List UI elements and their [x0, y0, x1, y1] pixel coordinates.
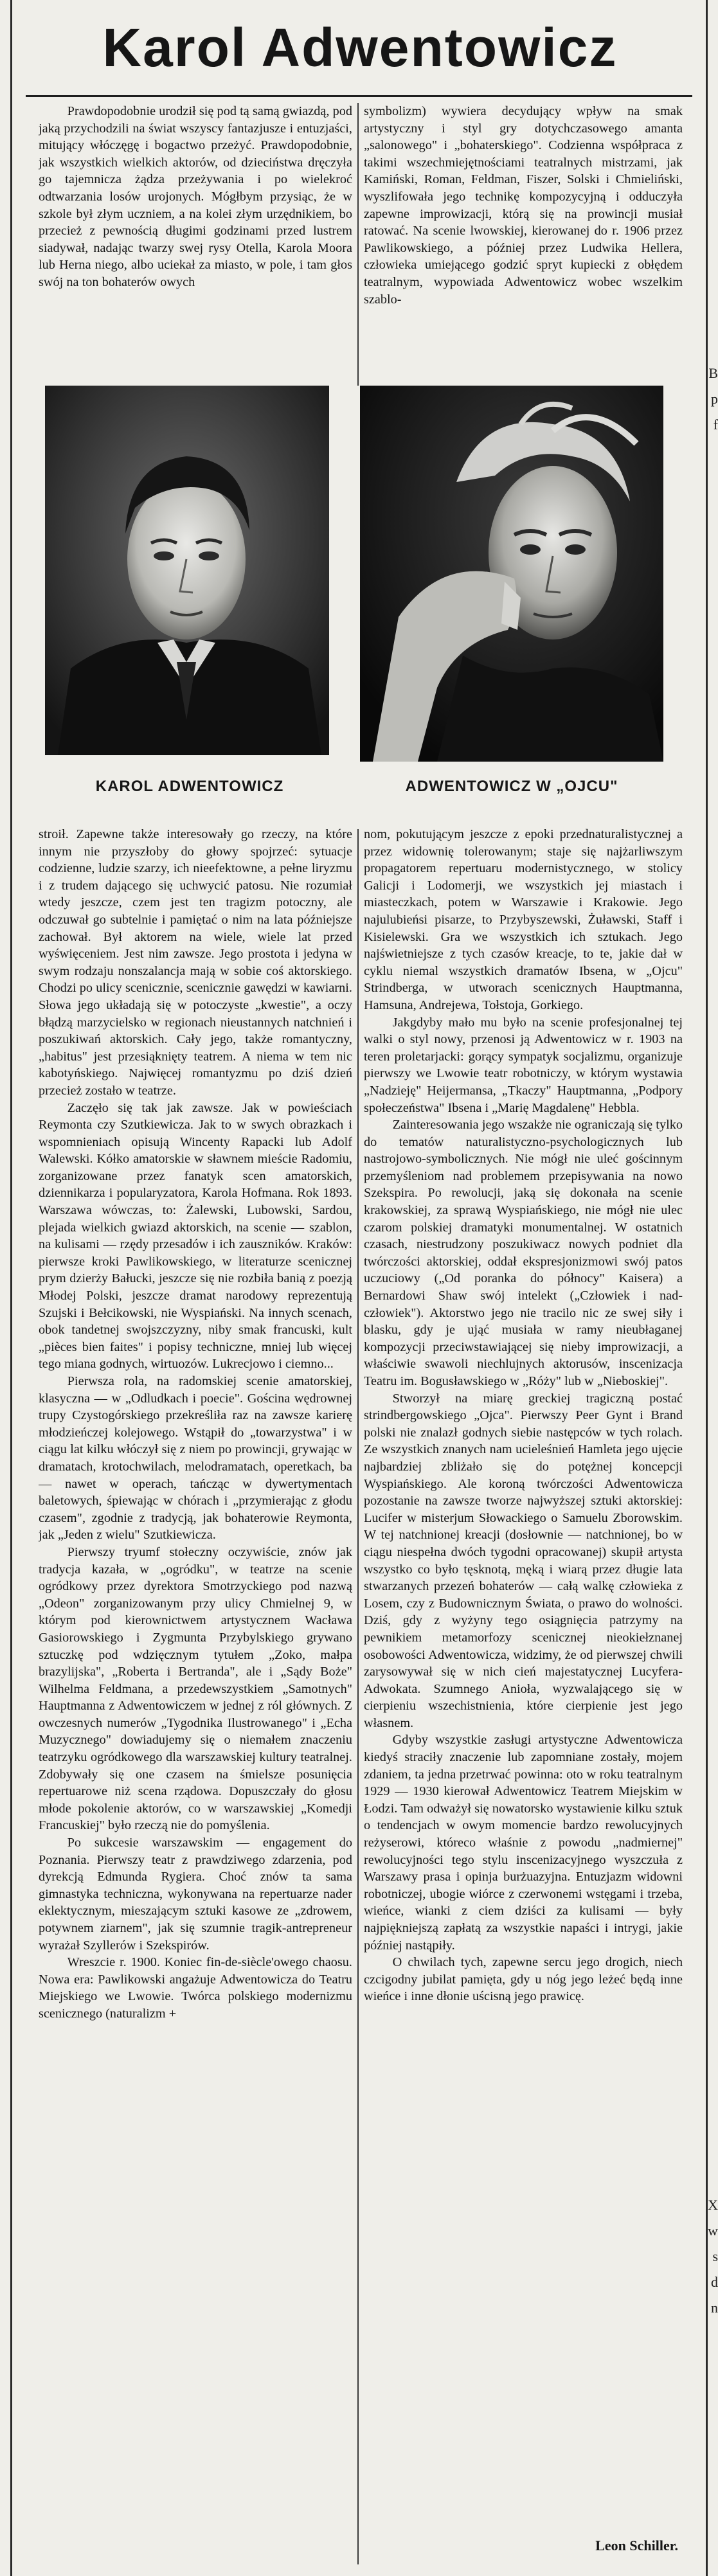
paragraph: Po sukcesie warszawskim — engagement do Poznania. Pierwszy teatr z prawdziwego zdarzenia, pod dyrekcją Edmunda Rygiera. Choć znów ta sama gimnastyka techniczna, wykonywana na repertuarze nader eklektycznym, mieszającym sztuki kasowe ze „zdrowem, potywnem ziarnem", jak się szumnie tragik-antrepreneur wyrażał Szyllerów i Szekspirów. — [39, 1836, 352, 1953]
margin-glyph: X — [708, 2197, 718, 2213]
article-headline: Karol Adwentowicz — [102, 17, 618, 78]
margin-glyph: w — [708, 2223, 718, 2239]
paragraph: Gdyby wszystkie zasługi artystyczne Adwentowicza kiedyś straciły znaczenie lub zapomniane zostały, mojem zdaniem, ta jedna przetrwać powinna: oto w roku teatralnym 1929 — 1930 kierował Adwentowicz Teatrem Miejskim w Łodzi. Tam odważył się nowatorsko wystawienie kilku sztuk o tendencjach w owym momencie bardzo rewolucyjnych reżyserowi, któreco właśnie z powodu „nadmiernej" rewolucyjności tego stylu inscenizacyjnego wyszczuła z Warszawy prasa i opinja burżuazyjna. Entuzjazm widowni robotniczej, ubogie wiórce z czerwonemi wstęgami i trzeba, wieńce, wianki z ciem dziści za kulisami — były najpiękniejszą zapłatą za wszystkie napaści i intrygi, jakie później nastąpiły. — [364, 1733, 683, 1953]
photo-adwentowicz-as-father — [360, 386, 663, 762]
top-column-right — [364, 103, 683, 386]
left-page-edge — [0, 0, 14, 2576]
margin-glyph: n — [711, 2300, 718, 2316]
top-column-left — [39, 103, 352, 386]
paragraph: Pierwsza rola, na radomskiej scenie amatorskiej, klasyczna — w „Odludkach i poecie". Gościna wędrownej trupy Czystogórskiego przekreśliła raz na zawsze karierę młodzieńczej kolejowego. Wstąpił do „towarzystwa" i w ciągu lat kilku włóczył się z niem po prowincji, grywając w dramatach, krotochwilach, melodramatach, operetkach, ba — nawet w operach, tańcząc w dywertymentach baletowych, śpiewając w chórach i „przymierając z głodu czasem", zgodnie z tradycją, jak bohaterowie Reymonta, jak „Jeden z wielu" Szutkiewicza. — [39, 1374, 352, 1543]
paragraph: stroił. Zapewne także interesowały go rzeczy, na które innym nie przyszłoby do głowy spojrzeć: sytuacje codzienne, ludzie szarzy, ich nieefektowne, a pełne liryzmu i z trudem dającego się uchwycić patosu. Nie rozumiał wtedy jeszcze, czem jest ten tragizm potoczny, ale odczuwał go subtelnie i pamiętać o nim na lata późniejsze zachował. Był aktorem na wiele, wiele lat przed wyświęceniem. Jest nim zawsze. Jego prostota i jedyna w swym rodzaju nonszalancja mają w sobie coś aktorskiego. Chodzi po ulicy scenicznie, scenicznie gawędzi w kawiarni. Słowa jego układają się w potoczyste „kwestie", a oczy błądzą marzycielsko w regionach nieustannych natchnień i poszukiwań aktorskich. Cały jego, także romantyczny, „habitus" jest przesiąknięty teatrem. A niema w tem nic kabotyńskiego. Najwięcej romantyzmu po dziś dzień przecież zostało w teatrze. — [39, 827, 352, 1098]
margin-glyph: s — [712, 2248, 718, 2264]
headline-rule — [26, 95, 692, 97]
caption-left: KAROL ADWENTOWICZ — [95, 778, 284, 795]
right-page-edge — [704, 0, 718, 2576]
margin-glyph: d — [711, 2274, 718, 2290]
paragraph: O chwilach tych, zapewne sercu jego drogich, niech czcigodny jubilat pamięta, gdy u nóg jego leżeć będą inne wieńce i inne dłonie uścisną jego prawicę. — [364, 1955, 683, 2004]
paragraph: nom, pokutującym jeszcze z epoki przednaturalistycznej a przez widownię tolerowanym; staje się najżarliwszym propagatorem repertuaru modernistycznego, w stolicy Galicji i Lodomerji, we wszystkich jej miastach i miasteczkach, potem w Warszawie i Krakowie. Jego najulubieńsi pisarze, to Przybyszewski, Żuławski, Staff i Kisielewski. Gra we wszystkich ich sztukach. Jego najświetniejsze z tych czasów kreacje, to te, jakie dał w cyklu niemal wszystkich dramatów Ibsena, w „Ojcu" Strindberga, w utworach scenicznych Hauptmanna, Hamsuna, Andrejewa, Tołstoja, Gorkiego. — [364, 827, 683, 1012]
paragraph: Pierwszy tryumf stołeczny oczywiście, znów jak tradycja kazała, w „ogródku", w teatrze na scenie ogródkowy przez dyrektora Smotrzyckiego pod nazwą „Odeon" zorganizowanym przy ulicy Chmielnej 9, w którym pod kierownictwem artystycznem Wacława Gasiorowskiego i Zygmunta Przybylskiego grywano sztuczkę pod wdzięcznym tytułem „Zoko, małpa brazylijska", „Roberta i Bertranda", ale i „Sądy Boże" Wilhelma Feldmana, a przedewszystkiem „Samotnych" Hauptmanna z Adwentowiczem w jednej z ról głównych. Z owczesnych numerów „Tygodnika Ilustrowanego" i „Echa Muzycznego" dowiadujemy się o niemałem znaczeniu teatrzyku ogródkowego dla warszawskiej kultury teatralnej. Zdobywały się one czasem na śmielsze posunięcia repertuarowe niż scena rządowa. Dopuszczały do głosu młode pokolenie aktorów, co w warszawskiej „Komedji Francuskiej" było rzeczą nie do pomyślenia. — [39, 1544, 352, 1833]
margin-glyph: f — [713, 416, 718, 433]
bottom-column-left — [39, 826, 352, 2573]
paragraph: Jakgdyby mało mu było na scenie profesjonalnej tej walki o styl nowy, przenosi ją Adwentowicz w r. 1903 na teren proletarjacki: gorący sympatyk socjalizmu, organizuje pierwszy we Lwowie teatr robotniczy, w którym wystawia „Nadzieję" Heijermansa, „Tkaczy" Hauptmanna, „Podpory społeczeństwa" Ibsena i „Marię Magdalenę" Hebbla. — [364, 1015, 683, 1115]
paragraph: Zainteresowania jego wszakże nie ograniczają się tylko do tematów naturalistyczno-psychologicznych lub nastrojowo-symbolicznych. Nie mógł nie uleć gościnnym przemyśleniom nad problemem przepisywania na nowo Szekspira. Po rewolucji, jaką się dokonała na scenie krakowskiej, za sprawą Wyspiańskiego, nie mógł nie ulec czarom polskiej dramatyki monumentalnej. W ostatnich czasach, niestrudzony poszukiwacz nowych podniet dla twórczości aktorskiej, oddał ekspresjonizmowi swój patos uczuciowy („Od poranka do północy" Kaisera) a Bernardowi Shaw swój intelekt („Człowiek i nad-człowiek"). Aktorstwo jego nie tracilo nic ze swej siły i blasku, gdy je ująć musiała w ramy nieubłaganej kompozycji przeciwstawiającej się nieby improwizacji, a właściwie swawoli niechlujnych aktorusów, inscenizacja Teatru im. Bogusławskiego w „Róży" lub w „Nieboskiej". — [364, 1118, 683, 1388]
margin-glyph: p — [711, 391, 718, 407]
margin-glyph: B — [708, 365, 718, 381]
paragraph: Wreszcie r. 1900. Koniec fin-de-siècle'owego chaosu. Nowa era: Pawlikowski angażuje Adwentowicza do Teatru Miejskiego we Lwowie. Twórca polskiego modernizmu scenicznego (naturalizm + — [39, 1955, 352, 2021]
right-column-rule — [706, 0, 708, 2576]
column-divider — [357, 829, 359, 2564]
bottom-column-right — [364, 826, 683, 2532]
left-column-rule — [10, 0, 12, 2576]
column-divider — [357, 103, 359, 386]
author-signature: Leon Schiller. — [595, 2537, 678, 2554]
paragraph: Prawdopodobnie urodził się pod tą samą gwiazdą, pod jaką przychodzili na świat wszyscy fantazjusze i entuzjaści, mitujący włóczęgę i bogactwo przeżyć. Prawdopodobnie, jak wszystkich wielkich aktorów, od dzieciństwa dręczyła go tajemnicza żądza przeżywania i po wielekroć odtwarzania losów urojonych. Mógłbym przysiąc, że w szkole był złym uczniem, a na kolei złym urzędnikiem, bo przecież z pewnością długimi godzinami przed lustrem siadywał, nadając twarzy swej rysy Otella, Karola Moora lub Herna niego, albo uciekał za miasto, w pole, i tam głos swój na ton bohaterów owych — [39, 104, 352, 289]
paragraph: Zaczęło się tak jak zawsze. Jak w powieściach Reymonta czy Szutkiewicza. Jak to w swych obrazkach i wspomnieniach opisują Wincenty Rapacki lub Adolf Walewski. Kółko amatorskie w sławnem mieście Radomiu, zorganizowane przez fanatyk scen amatorskich, dziennikarza i popularyzatora, Karola Hofmana. Rok 1893. Warszawa wówczas, to: Żalewski, Lubowski, Sardou, plejada wielkich gwiazd aktorskich, na scenie — szablon, na kulisami — rzędy przesadów i ich zauszników. Kraków: pierwsze kroki Pawlikowskiego, w literaturze scenicznej prym dzierży Bałucki, jeszcze się nie rozbiła banią z poezją Młodej Polski, jeszcze dramat narodowy reprezentują Szujski i Bełcikowski, nie Wyspiański. Na innych scenach, obok tandetnej swojszczyzny, niby smak francuski, kult „pièces bien faites" i popisy techniczne, mniej lub więcej tego miana godnych, wirtuozów. Lukrecjowo i ciemno... — [39, 1100, 352, 1372]
paragraph: Stworzył na miarę greckiej tragiczną postać strindbergowskiego „Ojca". Pierwszy Peer Gynt i Brand polski nie znalazł godnych siebie następców w tych rolach. Ze wszystkich znanych nam ucieleśnień Hamleta jego ujęcie najbardziej zbliżało się do potężnej koncepcji Wyspiańskiego. Ale koroną twórczości Adwentowicza pozostanie na zawsze tworze najwyższej sztuki aktorskiej: Lucifer w misterjum Słowackiego o Samuelu Zborowskim. W tej natchnionej kreacji (dosłownie — natchnionej, bo w ciągu niespełna dwóch tygodni opracowanej) skupił artysta wszystko co było tęsknotą, męką i wiarą przez długie lata stwarzanych przezeń bohaterów — całą walkę człowieka z Losem, czy z Budownicznym Świata, o prawo do wolności. Dziś, gdy z wyżyny tego osiągnięcia patrzymy na pewnikiem metamorfozy scenicznej nieokiełznanej osobowości Adwentowicza, widzimy, że od pierwszej chwili zarysowywał się w nich cień majestatycznej Lucyfera-Adwokata. Szumnego Anioła, wyzwalającego się w cierpieniu wszechistnienia, które cierpienie jest jego własnem. — [364, 1391, 683, 1730]
paragraph: symbolizm) wywiera decydujący wpływ na smak artystyczny i styl gry dotychczasowego amanta „salonowego" i „bohaterskiego". Codzienna współpraca z takimi wszechmiejętnościami teatralnych mistrzami, jak Kamiński, Roman, Feldman, Fiszer, Solski i Chmieliński, wyszlifowała jego technikę kompozycyjną i odduczyła zapewne improwizacji, którą się na prowincji musiał ratować. Na scenie lwowskiej, kierowanej do r. 1906 przez Pawlikowskiego, a później przez Ludwika Hellera, człowieka umiejącego godzić spryt kupiecki z obłędem teatralnym, wypowiada Adwentowicz wobec wszelkim szablo- — [364, 104, 683, 307]
caption-right: ADWENTOWICZ W „OJCU" — [405, 778, 618, 795]
portrait-photo-adwentowicz — [45, 386, 329, 755]
